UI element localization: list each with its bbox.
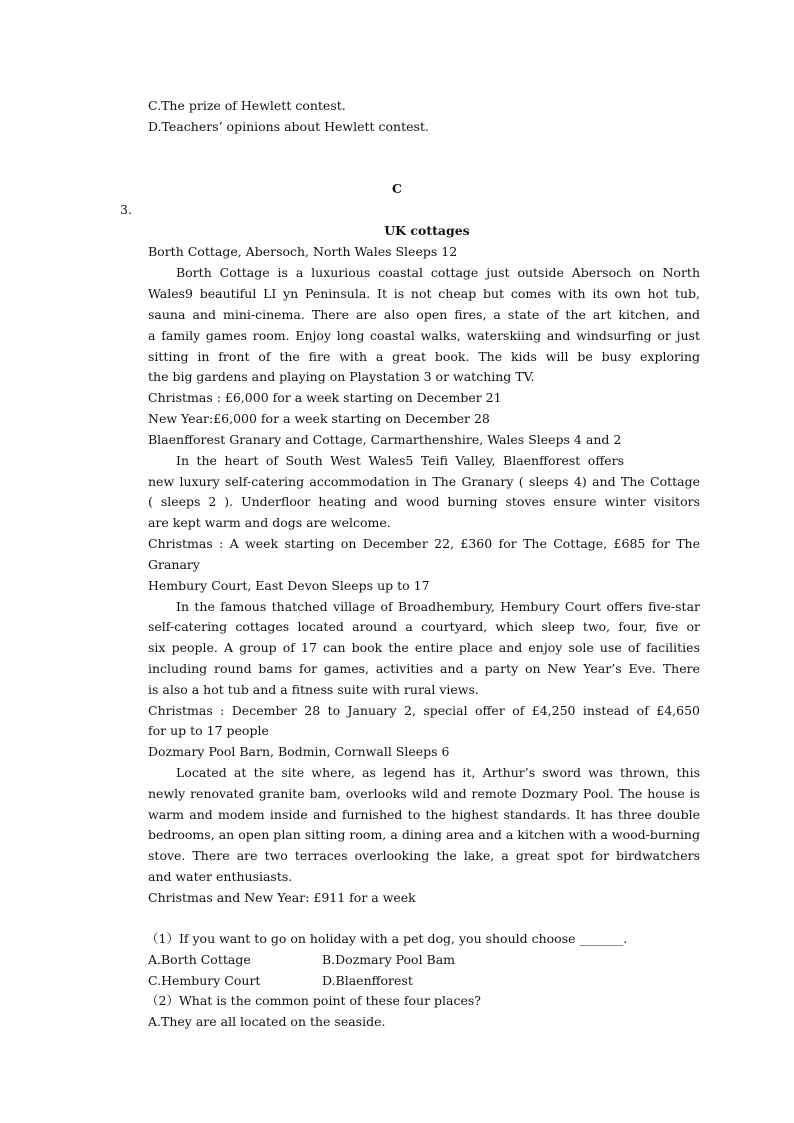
- listing-text-line: new luxury self-catering accommodation in The Granary ( sleeps 4) and The Cottage: [148, 474, 700, 489]
- listing-text-line: Wales9 beautiful LI yn Peninsula. It is not cheap but comes with its own hot tub,: [148, 286, 700, 301]
- listing-text-line: is also a hot tub and a fitness suite with rural views.: [148, 682, 479, 697]
- option-row: [148, 949, 700, 970]
- section-letter: C: [392, 181, 402, 196]
- question-stem: （2）What is the common point of these four places?: [146, 993, 481, 1008]
- option-d: D.Blaenfforest: [322, 973, 413, 988]
- listing-heading: Blaenfforest Granary and Cottage, Carmarthenshire, Wales Sleeps 4 and 2: [148, 432, 622, 447]
- listing-text-line: sauna and mini-cinema. There are also open fires, a state of the art kitchen, and: [148, 307, 700, 322]
- listing-heading: Borth Cottage, Abersoch, North Wales Sleeps 12: [148, 244, 458, 259]
- price-line: for up to 17 people: [148, 723, 269, 738]
- price-line: Granary: [148, 557, 200, 572]
- listing-text-line: Located at the site where, as legend has it, Arthur’s sword was thrown, this: [176, 765, 700, 780]
- listing-text-line: bedrooms, an open plan sitting room, a dining area and a kitchen with a wood-burning: [148, 827, 700, 842]
- listing-text-line: including round bams for games, activities and a party on New Year’s Eve. There: [148, 661, 700, 676]
- listing-text-line: warm and modem inside and furnished to the highest standards. It has three double: [148, 807, 700, 822]
- passage-title: UK cottages: [384, 223, 470, 238]
- listing-text-line: are kept warm and dogs are welcome.: [148, 515, 391, 530]
- listing-text-line: the big gardens and playing on Playstation 3 or watching TV.: [148, 369, 535, 384]
- option-a: A.Borth Cottage: [148, 952, 251, 967]
- listing-heading: Hembury Court, East Devon Sleeps up to 17: [148, 578, 430, 593]
- option-row: [148, 970, 700, 991]
- listing-text-line: In the famous thatched village of Broadhembury, Hembury Court offers five-star: [176, 599, 700, 614]
- listing-text-line: self-catering cottages located around a courtyard, which sleep two, four, five or: [148, 619, 700, 634]
- question-stem: （1）If you want to go on holiday with a pet dog, you should choose _______.: [146, 931, 628, 946]
- question-number: 3.: [120, 202, 132, 217]
- prev-option-d: D.Teachers’ opinions about Hewlett contest.: [148, 119, 429, 134]
- listing-text-line: stove. There are two terraces overlooking the lake, a great spot for birdwatchers: [148, 848, 700, 863]
- price-line: Christmas : £6,000 for a week starting on December 21: [148, 390, 502, 405]
- listing-text-line: sitting in front of the fire with a great book. The kids will be busy exploring: [148, 349, 700, 364]
- price-line: New Year:£6,000 for a week starting on December 28: [148, 411, 490, 426]
- price-line: Christmas : A week starting on December 22, £360 for The Cottage, £685 for The: [148, 536, 700, 551]
- option-b: B.Dozmary Pool Bam: [322, 952, 456, 967]
- option-c: C.Hembury Court: [148, 973, 261, 988]
- listing-text-line: Borth Cottage is a luxurious coastal cottage just outside Abersoch on North: [176, 265, 700, 280]
- listing-text-line: a family games room. Enjoy long coastal walks, waterskiing and windsurfing or just: [148, 328, 700, 343]
- listing-heading: Dozmary Pool Barn, Bodmin, Cornwall Sleeps 6: [148, 744, 450, 759]
- listing-text-line: six people. A group of 17 can book the entire place and enjoy sole use of facilities: [148, 640, 700, 655]
- prev-option-c: C.The prize of Hewlett contest.: [148, 98, 346, 113]
- listing-text-line: ( sleeps 2 ). Underfloor heating and wood burning stoves ensure winter visitors: [148, 494, 700, 509]
- listing-text-line: In the heart of South West Wales5 Teifi Valley, Blaenfforest offers: [176, 453, 624, 468]
- option-a: A.They are all located on the seaside.: [148, 1014, 386, 1029]
- price-line: Christmas : December 28 to January 2, special offer of £4,250 instead of £4,650: [148, 703, 700, 718]
- listing-text-line: and water enthusiasts.: [148, 869, 293, 884]
- price-line: Christmas and New Year: £911 for a week: [148, 890, 416, 905]
- listing-text-line: newly renovated granite bam, overlooks wild and remote Dozmary Pool. The house is: [148, 786, 700, 801]
